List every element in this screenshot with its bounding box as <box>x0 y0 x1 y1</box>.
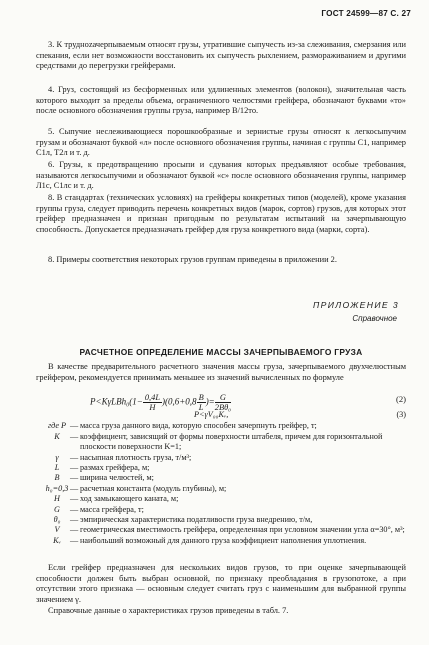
definition-row: L — размах грейфера, м; <box>54 463 150 473</box>
formula-2-number: (2) <box>395 394 406 404</box>
paragraph-5: 5. Сыпучие неслеживающиеся порошкообразные и зернистые грузы относят к легкосыпучим грузам и обозначают буквой «л» после основного обозначения группы, начиная с группы С1, например С1л, Т2л и т. д. <box>36 127 406 158</box>
closing-paragraph-1: Если грейфер предназначен для нескольких видов грузов, то при оценке зачерпывающей способности должен быть выбран основной, по признаку преобладания в грузопотоке, а при отсутствии этого признака — основным следует считать груз с наименьшим для выбранной группы значением γ. <box>36 563 406 604</box>
formula-3-text: P<γV₀₀Kᵥ, <box>194 410 229 419</box>
definition-row: где P — масса груза данного вида, которую способен зачерпнуть грейфер, т; <box>47 421 317 431</box>
definition-row: B — ширина челюстей, м; <box>54 473 154 483</box>
section-title: РАСЧЕТНОЕ ОПРЕДЕЛЕНИЕ МАССЫ ЗАЧЕРПЫВАЕМОГО ГРУЗА <box>79 347 363 357</box>
paragraph-6: 6. Грузы, к предотвращению просыпи и сдувания которых предъявляют особые требования, называются легкосыпучими и обозначают буквой «с» после основного обозначения группы, например Л1с, С1лс и т. д. <box>36 160 406 191</box>
definition-row: γ — насыпная плотность груза, т/м³; <box>55 452 192 462</box>
definition-row: K — коэффициент, зависящий от формы поверхности штабеля, причем для горизонтальной плоскости поверхности K=1; <box>54 431 383 452</box>
paragraph-4: 4. Груз, состоящий из бесформенных или удлиненных элементов (волокон), значительная часть которого выходит за пределы объема, ограниченного челюстями грейфера, обозначают буквами «то» после основного обозначения группы груза, например В/12то. <box>36 85 406 116</box>
formula-2: P<KγLBh₀(1− $\frac{0,4L}{H}$ )(0,6+0,8 $\frac{B}{L}$ )= $\frac{G}{\text{2Bθ₀}}$ (2) <box>90 393 406 412</box>
definitions-list <box>44 410 406 546</box>
definition-row: θ₀ — эмпирическая характеристика податливости груза внедрению, т/м, <box>53 515 313 525</box>
paragraph-8: 8. Примеры соответствия некоторых грузов группам приведены в приложении 2. <box>48 255 337 264</box>
definition-row: H — ход замыкающего каната, м; <box>54 494 179 504</box>
paragraph-7: 8. В стандартах (технических условиях) на грейферы конкретных типов (моделей), кроме указания группы груза, следует приводить перечень конкретных видов (марок, сортов) грузов, для которых этот грейфер предназначен и признан пригодным по результатам испытаний на зачерпывающую способность. Допускается предназначать грейфер для груза конкретного вида (марки, сорта). <box>36 193 406 234</box>
definition-row: G — масса грейфера, т; <box>54 504 144 514</box>
appendix-subtitle: Справочное <box>352 314 397 323</box>
paragraph-3: 3. К трудноzачерпываемым относят грузы, утратившие сыпучесть из-за слеживания, смерзания или спекания, если нет возможности восстановить их сыпучесть рыхлением, размораживанием и другими средствами до перегрузки грейферами. <box>36 40 406 71</box>
definition-row: Kᵥ — наибольший возможный для данного груза коэффициент наполнения уплотнения. <box>53 535 367 545</box>
page-header: ГОСТ 24599—87 С. 27 <box>321 9 411 18</box>
definition-row: V — геометрическая вместимость грейфера, определенная при условном значении угла α=30°, м³; <box>54 525 405 535</box>
definition-row: h₀=0,3 — расчетная константа (модуль глубины), м; <box>45 483 227 493</box>
closing-paragraph-2: Справочные данные о характеристиках грузов приведены в табл. 7. <box>48 606 289 615</box>
appendix-label: ПРИЛОЖЕНИЕ 3 <box>312 300 399 310</box>
formula-3-number: (3) <box>396 410 406 419</box>
intro-paragraph: В качестве предварительного расчетного значения массы груза, зачерпываемого двухчелюстным грейфером, рекомендуется принимать меньшее из значений вычисленных по формуле <box>36 362 406 382</box>
